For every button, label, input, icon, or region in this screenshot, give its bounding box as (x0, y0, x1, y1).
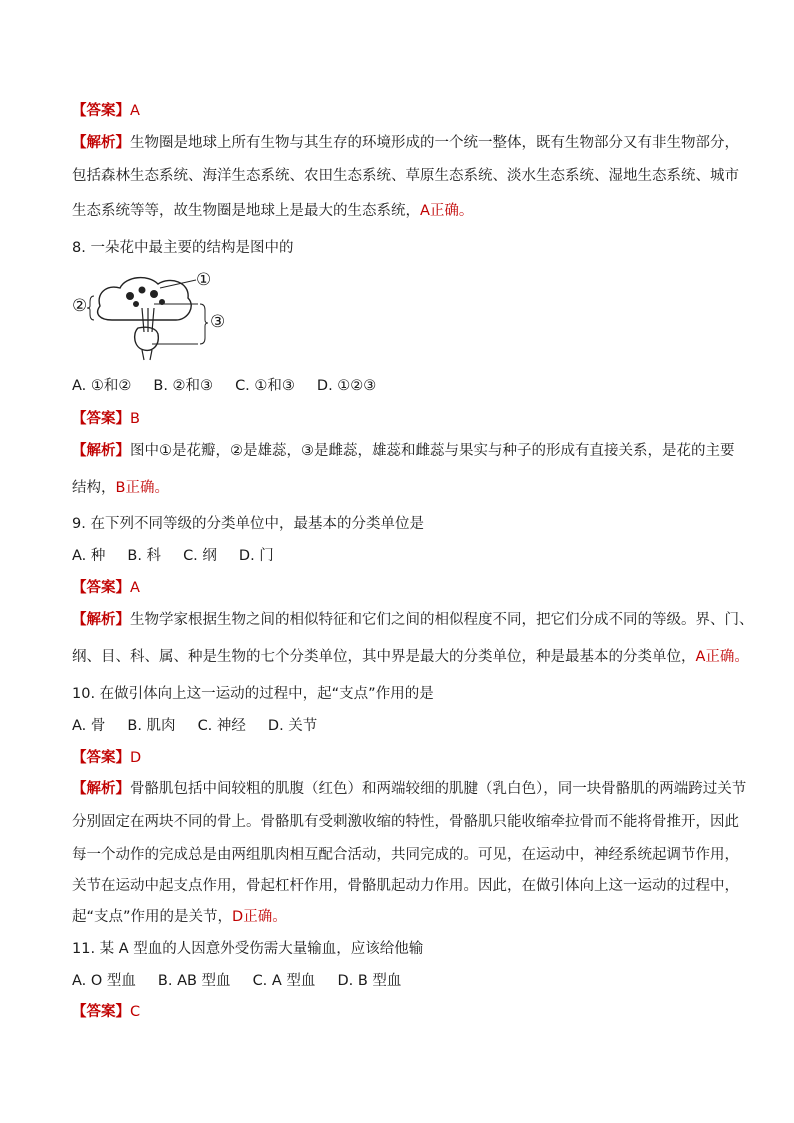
explanation-tag: 【解析】 (72, 781, 130, 797)
explanation-text: 生态系统等等，故生物圈是地球上是最大的生态系统， (72, 203, 420, 219)
question-8-stem: 8. 一朵花中最主要的结构是图中的 (72, 240, 294, 256)
option-a: A. 种 (72, 548, 106, 564)
answer-letter: D (232, 909, 244, 925)
answer-value: A (130, 103, 140, 119)
explanation-tag: 【解析】 (72, 135, 130, 151)
answer-value: A (130, 580, 140, 596)
answer-11 (72, 1002, 140, 1022)
explanation-text: 生物学家根据生物之间的相似特征和它们之间的相似程度不同，把它们分成不同的等级。界、门、 (130, 612, 754, 628)
answer-tag: 【答案】 (72, 1004, 130, 1020)
explanation-line (72, 133, 739, 153)
question-9-options (72, 546, 296, 566)
explanation-tag: 【解析】 (72, 612, 130, 628)
answer-correct: 正确。 (125, 480, 169, 496)
explanation-line: 分别固定在两块不同的骨上。骨骼肌有受刺激收缩的特性，骨骼肌只能收缩牵拉骨而不能将骨推开，因此 (72, 814, 739, 830)
explanation-tag: 【解析】 (72, 443, 130, 459)
explanation-line (72, 478, 169, 498)
question-9-stem: 9. 在下列不同等级的分类单位中，最基本的分类单位是 (72, 516, 424, 532)
question-11-options (72, 971, 423, 991)
option-d: D. B 型血 (337, 973, 402, 989)
option-c: C. 纲 (183, 548, 217, 564)
answer-letter: A (420, 203, 430, 219)
answer-value: C (130, 1004, 141, 1020)
explanation-text: 纲、目、科、属、种是生物的七个分类单位，其中界是最大的分类单位，种是最基本的分类单位， (72, 649, 696, 665)
answer-value: B (130, 411, 140, 427)
option-c: C. A 型血 (252, 973, 316, 989)
explanation-line (72, 610, 754, 630)
option-a: A. 骨 (72, 718, 106, 734)
answer-correct: 正确。 (243, 909, 287, 925)
answer-9 (72, 578, 140, 598)
answer-7 (72, 101, 140, 121)
answer-correct: 正确。 (429, 203, 474, 219)
explanation-line (72, 647, 749, 667)
explanation-text: 生物圈是地球上所有生物与其生存的环境形成的一个统一整体，既有生物部分又有非生物部分， (130, 135, 739, 151)
answer-tag: 【答案】 (72, 103, 130, 119)
explanation-line: 关节在运动中起支点作用，骨起杠杆作用，骨骼肌起动力作用。因此，在做引体向上这一运动的过程中， (72, 878, 739, 894)
option-a: A. O 型血 (72, 973, 136, 989)
explanation-line (72, 907, 287, 927)
answer-tag: 【答案】 (72, 411, 130, 427)
label-3: ③ (210, 312, 226, 332)
option-a: A. ①和② (72, 378, 132, 394)
explanation-text: 起“支点”作用的是关节， (72, 909, 233, 925)
option-d: D. 关节 (267, 718, 318, 734)
explanation-text: 结构， (72, 480, 116, 496)
explanation-line: 每一个动作的完成总是由两组肌肉相互配合活动，共同完成的。可见，在运动中，神经系统起调节作用， (72, 847, 739, 863)
explanation-text: 图中①是花瓣，②是雄蕊，③是雌蕊，雄蕊和雌蕊与果实与种子的形成有直接关系，是花的主要 (130, 443, 735, 459)
question-11-stem: 11. 某 A 型血的人因意外受伤需大量输血，应该给他输 (72, 941, 424, 957)
label-2: ② (72, 296, 88, 316)
explanation-line (72, 779, 746, 799)
answer-correct: 正确。 (705, 649, 749, 665)
flower-diagram (72, 268, 242, 364)
option-b: B. ②和③ (153, 378, 214, 394)
answer-letter: A (695, 649, 706, 665)
answer-value: D (130, 750, 142, 766)
option-b: B. AB 型血 (157, 973, 231, 989)
option-b: B. 科 (127, 548, 162, 564)
option-b: B. 肌肉 (127, 718, 176, 734)
answer-10 (72, 748, 141, 768)
label-1: ① (196, 270, 212, 290)
option-d: D. ①②③ (316, 378, 377, 394)
explanation-line (72, 201, 473, 221)
explanation-text: 骨骼肌包括中间较粗的肌腹（红色）和两端较细的肌腱（乳白色），同一块骨骼肌的两端跨过关节 (130, 781, 747, 797)
option-c: C. ①和③ (235, 378, 295, 394)
answer-letter: B (115, 480, 126, 496)
option-c: C. 神经 (197, 718, 246, 734)
answer-8 (72, 409, 140, 429)
answer-tag: 【答案】 (72, 750, 130, 766)
explanation-line (72, 441, 735, 461)
question-10-stem: 10. 在做引体向上这一运动的过程中，起“支点”作用的是 (72, 686, 434, 702)
explanation-line: 包括森林生态系统、海洋生态系统、农田生态系统、草原生态系统、淡水生态系统、湿地生态系统、城市 (72, 168, 739, 184)
question-8-options (72, 376, 398, 396)
question-10-options (72, 716, 339, 736)
option-d: D. 门 (238, 548, 274, 564)
answer-tag: 【答案】 (72, 580, 130, 596)
